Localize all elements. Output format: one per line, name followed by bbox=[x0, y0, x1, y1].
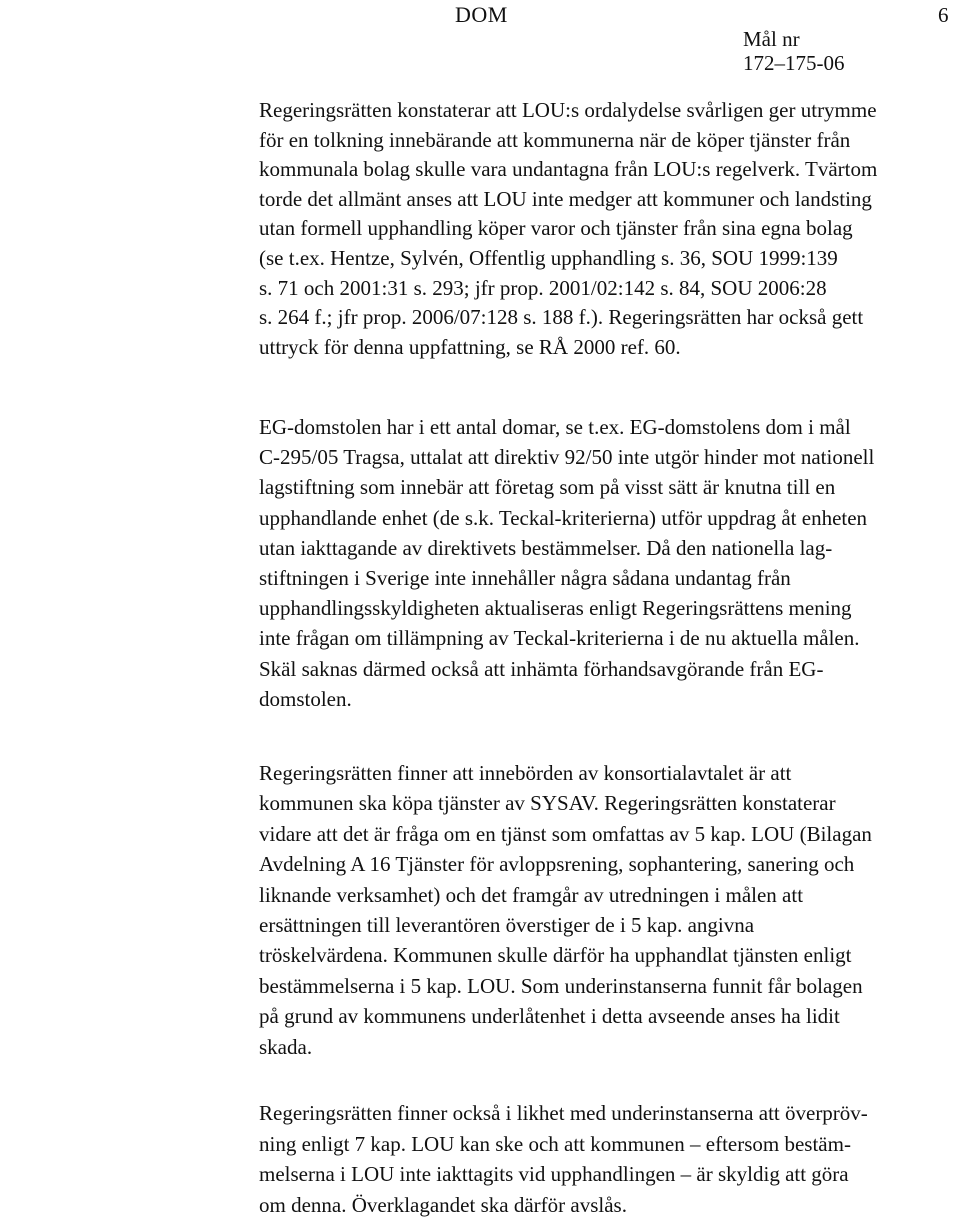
text-line: kommunala bolag skulle vara undantagna från LOU:s regelverk. Tvärtom bbox=[259, 157, 878, 182]
text-line: Avdelning A 16 Tjänster för avloppsrening, sophantering, sanering och bbox=[259, 852, 855, 877]
text-line: uttryck för denna uppfattning, se RÅ 2000 ref. 60. bbox=[259, 334, 681, 359]
text-line: utan iakttagande av direktivets bestämmelser. Då den nationella lag- bbox=[259, 535, 833, 560]
text-line: torde det allmänt anses att LOU inte medger att kommuner och landsting bbox=[259, 186, 872, 211]
text-line: om denna. Överklagandet ska därför avslås. bbox=[259, 1192, 627, 1217]
text-line: lagstiftning som innebär att företag som på visst sätt är knutna till en bbox=[259, 475, 836, 500]
text-line: ning enligt 7 kap. LOU kan ske och att kommunen – eftersom bestäm- bbox=[259, 1131, 851, 1156]
paragraph-3 bbox=[259, 758, 899, 1062]
text-line: upphandlande enhet (de s.k. Teckal-kriterierna) utför uppdrag åt enheten bbox=[259, 505, 868, 530]
text-line: ersättningen till leverantören överstiger de i 5 kap. angivna bbox=[259, 913, 755, 938]
text-line: s. 264 f.; jfr prop. 2006/07:128 s. 188 f.). Regeringsrätten har också gett bbox=[259, 305, 864, 330]
text-line: Skäl saknas därmed också att inhämta förhandsavgörande från EG- bbox=[259, 656, 824, 681]
text-line: för en tolkning innebärande att kommunerna när de köper tjänster från bbox=[259, 127, 851, 152]
case-number-label: Mål nr bbox=[743, 27, 800, 51]
paragraph-2 bbox=[259, 412, 899, 714]
text-line: Regeringsrätten finner också i likhet med underinstanserna att överpröv- bbox=[259, 1101, 868, 1125]
text-line: liknande verksamhet) och det framgår av utredningen i målen att bbox=[259, 882, 804, 907]
text-line: tröskelvärdena. Kommunen skulle därför ha upphandlat tjänsten enligt bbox=[259, 943, 852, 968]
text-line: (se t.ex. Hentze, Sylvén, Offentlig upphandling s. 36, SOU 1999:139 bbox=[259, 245, 838, 270]
text-line: kommunen ska köpa tjänster av SYSAV. Regeringsrätten konstaterar bbox=[259, 791, 836, 816]
text-line: Regeringsrätten konstaterar att LOU:s ordalydelse svårligen ger utrymme bbox=[259, 98, 877, 122]
text-line: bestämmelserna i 5 kap. LOU. Som underinstanserna funnit får bolagen bbox=[259, 973, 863, 998]
text-line: vidare att det är fråga om en tjänst som omfattas av 5 kap. LOU (Bilagan bbox=[259, 821, 872, 846]
case-number: 172–175-06 bbox=[743, 51, 845, 75]
text-line: på grund av kommunens underlåtenhet i detta avseende anses ha lidit bbox=[259, 1004, 840, 1029]
paragraph-1 bbox=[259, 96, 899, 362]
paragraph-4 bbox=[259, 1098, 899, 1220]
text-line: melserna i LOU inte iakttagits vid upphandlingen – är skyldig att göra bbox=[259, 1162, 849, 1186]
text-line: s. 71 och 2001:31 s. 293; jfr prop. 2001/02:142 s. 84, SOU 2006:28 bbox=[259, 275, 827, 300]
text-line: upphandlingsskyldigheten aktualiseras enligt Regeringsrättens mening bbox=[259, 596, 852, 621]
text-line: Regeringsrätten finner att innebörden av konsortialavtalet är att bbox=[259, 761, 792, 785]
text-line: utan formell upphandling köper varor och tjänster från sina egna bolag bbox=[259, 216, 853, 241]
text-line: stiftningen i Sverige inte innehåller några sådana undantag från bbox=[259, 566, 791, 591]
text-line: inte frågan om tillämpning av Teckal-kriterierna i de nu aktuella målen. bbox=[259, 626, 860, 651]
page-number: 6 bbox=[938, 3, 949, 27]
text-line: domstolen. bbox=[259, 686, 352, 711]
text-line: C-295/05 Tragsa, uttalat att direktiv 92/50 inte utgör hinder mot nationell bbox=[259, 445, 875, 470]
text-line: EG-domstolen har i ett antal domar, se t.ex. EG-domstolens dom i mål bbox=[259, 415, 851, 439]
text-line: skada. bbox=[259, 1034, 313, 1059]
document-title: DOM bbox=[455, 2, 508, 27]
